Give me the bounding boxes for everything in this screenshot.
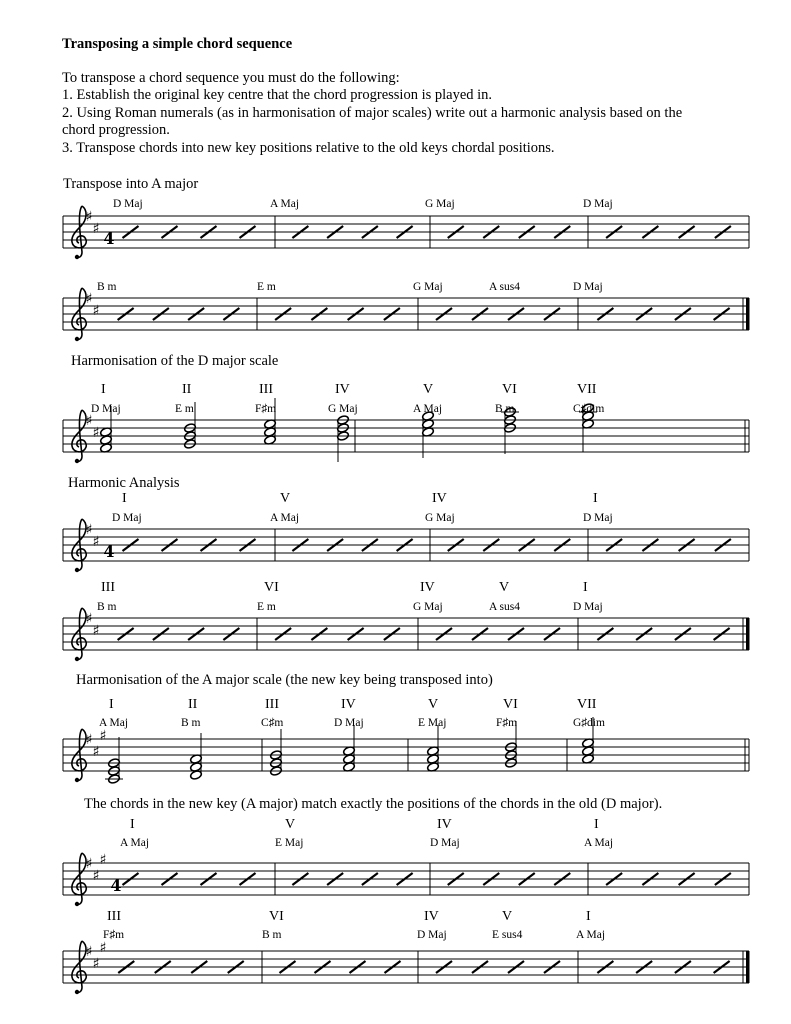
- final-barline: [746, 618, 750, 650]
- key-sharp-icon: ♯: [85, 611, 93, 627]
- chord-label: F♯m: [103, 929, 125, 941]
- roman-numeral: IV: [335, 382, 350, 397]
- key-sharp-icon: ♯: [85, 522, 93, 538]
- key-sharp-icon: ♯: [85, 291, 93, 307]
- treble-clef-icon: [72, 288, 86, 341]
- time-signature: 4: [110, 876, 122, 895]
- time-signature: 4: [103, 229, 115, 248]
- chord-label: D Maj: [91, 403, 121, 415]
- roman-numeral: II: [182, 382, 192, 397]
- treble-clef-icon: [72, 941, 86, 994]
- roman-numeral: I: [109, 697, 114, 712]
- intro-step: 1. Establish the original key centre that the chord progression is played in.: [62, 87, 493, 104]
- treble-clef-icon: [72, 410, 86, 463]
- key-sharp-icon: ♯: [92, 623, 100, 639]
- roman-numeral: VI: [264, 580, 279, 595]
- treble-clef-icon: [72, 853, 86, 906]
- key-sharp-icon: ♯: [92, 534, 100, 550]
- heading-transpose: Transpose into A major: [63, 176, 199, 192]
- final-barline: [746, 298, 750, 330]
- chord-label: G Maj: [413, 601, 443, 613]
- key-sharp-icon: ♯: [85, 209, 93, 225]
- chord-label: F♯m: [255, 403, 277, 415]
- roman-numeral: IV: [437, 817, 452, 832]
- roman-numeral: VI: [502, 382, 517, 397]
- heading-d-scale: Harmonisation of the D major scale: [71, 353, 279, 369]
- roman-numeral: I: [130, 817, 135, 832]
- chord-label: C♯m: [261, 717, 284, 729]
- chord-label: D Maj: [113, 198, 143, 210]
- roman-numeral: I: [122, 491, 127, 506]
- chord-label: D Maj: [573, 601, 603, 613]
- chord-label: A Maj: [270, 198, 300, 210]
- roman-numeral: VI: [269, 909, 284, 924]
- key-sharp-icon: ♯: [92, 868, 100, 884]
- treble-clef-dot: [75, 657, 79, 661]
- treble-clef-dot: [75, 255, 79, 259]
- chord-label: G Maj: [328, 403, 358, 415]
- treble-clef-icon: [72, 608, 86, 661]
- chord-label: D Maj: [112, 512, 142, 524]
- roman-numeral: III: [107, 909, 121, 924]
- roman-numeral: I: [594, 817, 599, 832]
- roman-numeral: V: [502, 909, 513, 924]
- treble-clef-dot: [75, 568, 79, 572]
- treble-clef-dot: [75, 902, 79, 906]
- time-signature: 4: [103, 542, 115, 561]
- roman-numeral: IV: [420, 580, 435, 595]
- chord-label: E Maj: [275, 837, 304, 849]
- chord-label: D Maj: [583, 512, 613, 524]
- roman-numeral: IV: [341, 697, 356, 712]
- chord-label: E m: [257, 601, 276, 613]
- chord-label: B m: [181, 717, 201, 729]
- key-sharp-icon: ♯: [85, 732, 93, 748]
- roman-numeral: IV: [432, 491, 447, 506]
- intro-step: chord progression.: [62, 122, 170, 139]
- key-sharp-icon: ♯: [85, 856, 93, 872]
- roman-numeral: VII: [577, 697, 597, 712]
- roman-numeral: III: [259, 382, 273, 397]
- intro-lead: To transpose a chord sequence you must do the following:: [62, 70, 400, 86]
- intro-step: 2. Using Roman numerals (as in harmonisation of major scales) write out a harmonic analysis based on the: [62, 104, 683, 121]
- chord-label: G♯dim: [573, 717, 605, 729]
- chord-label: A sus4: [489, 601, 520, 613]
- treble-clef-dot: [75, 459, 79, 463]
- heading-new-key: The chords in the new key (A major) match exactly the positions of the chords in the old (D major).: [84, 796, 663, 812]
- key-sharp-icon: ♯: [99, 940, 107, 956]
- chord-label: A Maj: [120, 837, 150, 849]
- key-sharp-icon: ♯: [92, 303, 100, 319]
- chord-label: G Maj: [413, 281, 443, 293]
- chord-label: B m: [262, 929, 282, 941]
- page-title: Transposing a simple chord sequence: [62, 36, 293, 52]
- treble-clef-icon: [72, 729, 86, 782]
- treble-clef-dot: [75, 778, 79, 782]
- key-sharp-icon: ♯: [85, 944, 93, 960]
- roman-numeral: V: [280, 491, 291, 506]
- chord-label: G Maj: [425, 512, 455, 524]
- chord-label: D Maj: [334, 717, 364, 729]
- roman-numeral: III: [101, 580, 115, 595]
- treble-clef-icon: [72, 519, 86, 572]
- heading-a-scale: Harmonisation of the A major scale (the new key being transposed into): [76, 672, 493, 688]
- chord-label: E m: [175, 403, 194, 415]
- roman-numeral: I: [101, 382, 106, 397]
- chord-label: G Maj: [425, 198, 455, 210]
- chord-label: A sus4: [489, 281, 520, 293]
- chord-label: F♯m: [496, 717, 518, 729]
- chord-label: D Maj: [417, 929, 447, 941]
- chord-label: A Maj: [413, 403, 443, 415]
- roman-numeral: II: [188, 697, 198, 712]
- chord-label: A Maj: [584, 837, 614, 849]
- intro-step: 3. Transpose chords into new key positions relative to the old keys chordal positions.: [62, 139, 555, 156]
- chord-label: A Maj: [99, 717, 129, 729]
- key-sharp-icon: ♯: [92, 425, 100, 441]
- key-sharp-icon: ♯: [99, 852, 107, 868]
- roman-numeral: I: [583, 580, 588, 595]
- chord-label: A Maj: [576, 929, 606, 941]
- chord-label: E sus4: [492, 929, 523, 941]
- chord-label: A Maj: [270, 512, 300, 524]
- roman-numeral: V: [285, 817, 296, 832]
- roman-numeral: IV: [424, 909, 439, 924]
- key-sharp-icon: ♯: [99, 728, 107, 744]
- key-sharp-icon: ♯: [92, 744, 100, 760]
- treble-clef-dot: [75, 990, 79, 994]
- roman-numeral: V: [428, 697, 439, 712]
- chord-label: E Maj: [418, 717, 447, 729]
- chord-label: D Maj: [573, 281, 603, 293]
- roman-numeral: V: [499, 580, 510, 595]
- final-barline: [746, 951, 750, 983]
- heading-analysis: Harmonic Analysis: [68, 475, 180, 491]
- roman-numeral: V: [423, 382, 434, 397]
- chord-label: C♯dim: [573, 403, 605, 415]
- treble-clef-icon: [72, 206, 86, 259]
- chord-label: B m: [97, 601, 117, 613]
- roman-numeral: I: [593, 491, 598, 506]
- key-sharp-icon: ♯: [92, 956, 100, 972]
- key-sharp-icon: ♯: [92, 221, 100, 237]
- chord-label: D Maj: [430, 837, 460, 849]
- chord-label: D Maj: [583, 198, 613, 210]
- key-sharp-icon: ♯: [85, 413, 93, 429]
- treble-clef-dot: [75, 337, 79, 341]
- roman-numeral: III: [265, 697, 279, 712]
- roman-numeral: VII: [577, 382, 597, 397]
- chord-label: E m: [257, 281, 276, 293]
- chord-label: B m: [495, 403, 515, 415]
- roman-numeral: VI: [503, 697, 518, 712]
- chord-label: B m: [97, 281, 117, 293]
- roman-numeral: I: [586, 909, 591, 924]
